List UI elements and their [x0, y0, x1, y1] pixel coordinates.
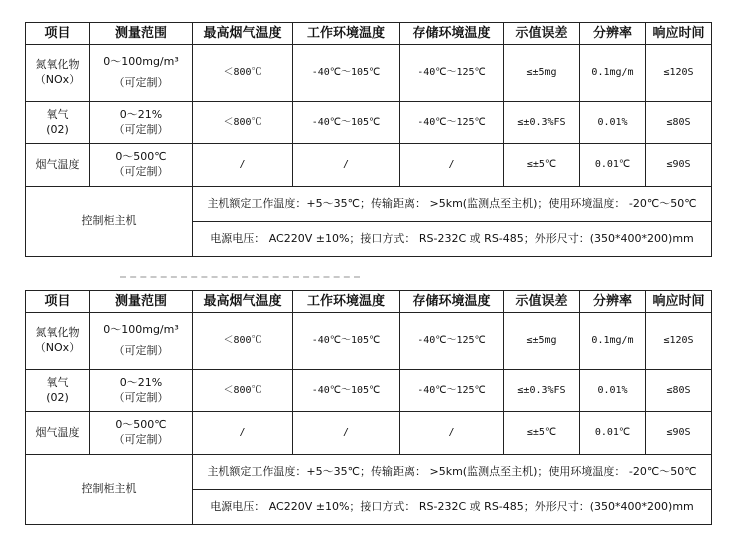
header-max-flue-temp: 最高烟气温度 — [193, 23, 293, 45]
header-response-time: 响应时间 — [646, 23, 712, 45]
range-note: （可定制） — [113, 165, 169, 178]
range-value: 0～21% — [119, 375, 163, 389]
error-cell: ≤±5mg — [504, 45, 580, 102]
footer-line-1: 主机额定工作温度：+5～35℃；传输距离： >5km(监测点至主机)；使用环境温度： -20℃～50℃ — [193, 455, 712, 490]
range-note: （可定制） — [113, 390, 169, 404]
range-note: （可定制） — [113, 76, 169, 89]
footer-label: 控制柜主机 — [26, 187, 193, 257]
range-value: 0～500℃ — [115, 150, 167, 164]
range-cell — [90, 370, 193, 412]
work-env-cell: -40℃～105℃ — [293, 313, 400, 370]
resolution-cell: 0.01% — [580, 102, 646, 144]
range-note: （可定制） — [113, 122, 169, 136]
header-response-time: 响应时间 — [646, 291, 712, 313]
response-cell: ≤120S — [646, 313, 712, 370]
header-row — [26, 291, 712, 313]
storage-env-cell: -40℃～125℃ — [400, 313, 504, 370]
header-range: 测量范围 — [90, 291, 193, 313]
error-cell: ≤±0.3%FS — [504, 102, 580, 144]
range-cell — [90, 313, 193, 370]
storage-env-cell: -40℃～125℃ — [400, 45, 504, 102]
footer-line-1: 主机额定工作温度：+5～35℃；传输距离： >5km(监测点至主机)；使用环境温度： -20℃～50℃ — [193, 187, 712, 222]
max-flue-cell: / — [193, 412, 293, 455]
max-flue-cell: ＜800℃ — [193, 45, 293, 102]
footer-label: 控制柜主机 — [26, 455, 193, 525]
storage-env-cell: / — [400, 144, 504, 187]
work-env-cell: -40℃～105℃ — [293, 45, 400, 102]
header-item: 项目 — [26, 291, 90, 313]
item-formula: （NOx） — [34, 341, 81, 354]
item-cell — [26, 102, 90, 144]
item-cell: 烟气温度 — [26, 412, 90, 455]
work-env-cell: -40℃～105℃ — [293, 370, 400, 412]
resolution-cell: 0.01℃ — [580, 144, 646, 187]
resolution-cell: 0.1mg/m — [580, 45, 646, 102]
response-cell: ≤90S — [646, 412, 712, 455]
footer-line-2: 电源电压： AC220V ±10%；接口方式： RS-232C 或 RS-485；外形尺寸：(350*400*200)mm — [193, 222, 712, 257]
item-name: 氮氧化物 — [35, 58, 80, 72]
header-storage-env-temp: 存储环境温度 — [400, 291, 504, 313]
header-max-flue-temp: 最高烟气温度 — [193, 291, 293, 313]
item-formula: （NOx） — [34, 73, 81, 86]
header-error: 示值误差 — [504, 23, 580, 45]
footer-row — [26, 187, 712, 222]
response-cell: ≤120S — [646, 45, 712, 102]
storage-env-cell: -40℃～125℃ — [400, 370, 504, 412]
max-flue-cell: / — [193, 144, 293, 187]
resolution-cell: 0.01% — [580, 370, 646, 412]
table-row — [26, 102, 712, 144]
table-row — [26, 313, 712, 370]
header-resolution: 分辨率 — [580, 291, 646, 313]
item-cell: 烟气温度 — [26, 144, 90, 187]
item-name: 氧气 — [46, 375, 69, 389]
footer-line-2: 电源电压： AC220V ±10%；接口方式： RS-232C 或 RS-485；外形尺寸：(350*400*200)mm — [193, 490, 712, 525]
storage-env-cell: / — [400, 412, 504, 455]
spec-table-1 — [25, 22, 712, 257]
item-formula: (02) — [46, 122, 69, 136]
work-env-cell: / — [293, 144, 400, 187]
response-cell: ≤80S — [646, 370, 712, 412]
max-flue-cell: ＜800℃ — [193, 370, 293, 412]
header-storage-env-temp: 存储环境温度 — [400, 23, 504, 45]
max-flue-cell: ＜800℃ — [193, 102, 293, 144]
range-cell — [90, 45, 193, 102]
item-cell — [26, 45, 90, 102]
header-row — [26, 23, 712, 45]
header-error: 示值误差 — [504, 291, 580, 313]
header-item: 项目 — [26, 23, 90, 45]
item-name: 氧气 — [46, 107, 69, 121]
error-cell: ≤±5℃ — [504, 412, 580, 455]
range-cell — [90, 102, 193, 144]
resolution-cell: 0.01℃ — [580, 412, 646, 455]
resolution-cell: 0.1mg/m — [580, 313, 646, 370]
item-formula: (02) — [46, 390, 69, 404]
range-cell — [90, 144, 193, 187]
error-cell: ≤±5mg — [504, 313, 580, 370]
response-cell: ≤80S — [646, 102, 712, 144]
table-row — [26, 370, 712, 412]
storage-env-cell: -40℃～125℃ — [400, 102, 504, 144]
range-note: （可定制） — [113, 433, 169, 446]
range-value: 0～500℃ — [115, 418, 167, 432]
header-work-env-temp: 工作环境温度 — [293, 291, 400, 313]
range-value: 0～100mg/m³ — [103, 323, 179, 337]
item-name: 氮氧化物 — [35, 326, 80, 340]
item-cell — [26, 313, 90, 370]
item-cell — [26, 370, 90, 412]
range-note: （可定制） — [113, 344, 169, 357]
work-env-cell: / — [293, 412, 400, 455]
header-resolution: 分辨率 — [580, 23, 646, 45]
footer-row — [26, 455, 712, 490]
scan-artifact — [120, 276, 360, 281]
table-row — [26, 412, 712, 455]
response-cell: ≤90S — [646, 144, 712, 187]
table-row — [26, 144, 712, 187]
error-cell: ≤±0.3%FS — [504, 370, 580, 412]
header-range: 测量范围 — [90, 23, 193, 45]
range-cell — [90, 412, 193, 455]
spec-table-2 — [25, 290, 712, 525]
table-row — [26, 45, 712, 102]
header-work-env-temp: 工作环境温度 — [293, 23, 400, 45]
work-env-cell: -40℃～105℃ — [293, 102, 400, 144]
range-value: 0～21% — [119, 107, 163, 121]
range-value: 0～100mg/m³ — [103, 55, 179, 69]
error-cell: ≤±5℃ — [504, 144, 580, 187]
max-flue-cell: ＜800℃ — [193, 313, 293, 370]
